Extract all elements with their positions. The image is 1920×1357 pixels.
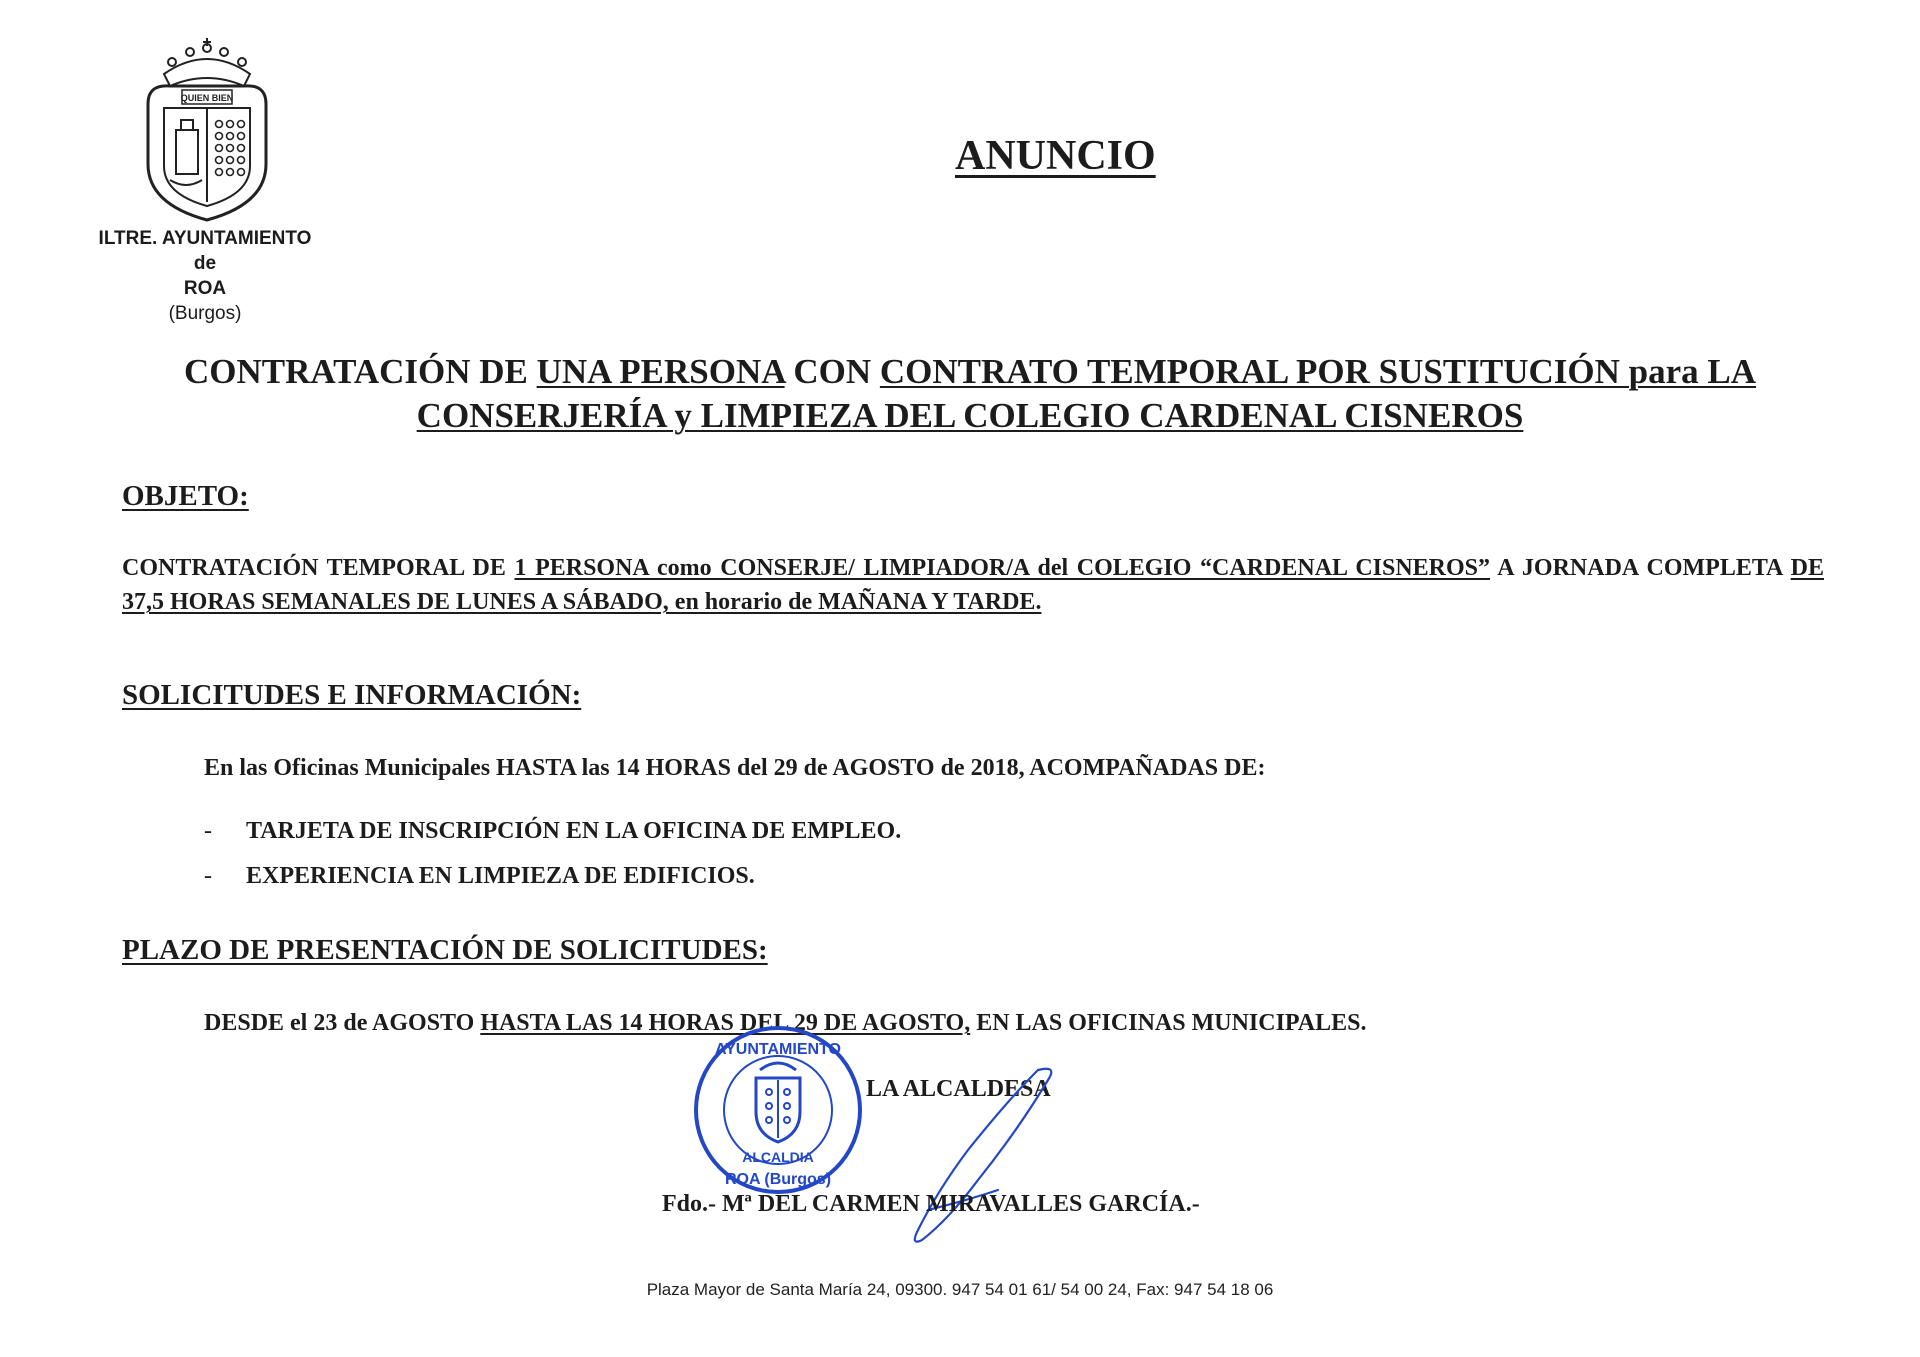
solicitudes-intro: En las Oficinas Municipales HASTA las 14 HORAS del 29 de AGOSTO de 2018, ACOMPAÑADAS DE: <box>204 755 1266 781</box>
handwritten-signature <box>888 1060 1068 1250</box>
title-part-2: CON <box>784 352 880 391</box>
plazo-underlined-1: HASTA LAS 14 HORAS DEL 29 DE AGOSTO, <box>480 1010 971 1036</box>
coat-of-arms-logo <box>134 34 280 224</box>
plazo-part-1: DESDE el 23 de AGOSTO <box>204 1010 481 1036</box>
stamp-bottom-text: ROA (Burgos) <box>724 1171 832 1188</box>
signer-name: Fdo.- Mª DEL CARMEN MIRAVALLES GARCÍA.- <box>662 1191 1200 1217</box>
list-dash: - <box>204 863 212 889</box>
stamp-middle-text: ALCALDIA <box>742 1149 814 1165</box>
org-line-1: ILTRE. AYUNTAMIENTO <box>98 228 312 249</box>
footer-address: Plaza Mayor de Santa María 24, 09300. 947 54 01 61/ 54 00 24, Fax: 947 54 18 06 <box>646 1280 1274 1299</box>
title-underlined-1: UNA PERSONA <box>536 352 785 391</box>
announcement-title <box>120 350 1820 438</box>
plazo-part-2: EN LAS OFICINAS MUNICIPALES. <box>970 1010 1367 1036</box>
list-item-text: EXPERIENCIA EN LIMPIEZA DE EDIFICIOS. <box>246 863 755 889</box>
signer-role: LA ALCALDESA <box>866 1076 1051 1102</box>
title-underlined-2: CONTRATO TEMPORAL POR SUSTITUCIÓN para LA CONSERJERÍA y LIMPIEZA DEL COLEGIO CARDENAL CISNEROS <box>416 352 1756 435</box>
list-item <box>204 818 901 845</box>
municipality-block <box>90 226 320 326</box>
org-line-2: de <box>193 253 217 274</box>
list-dash: - <box>204 818 212 844</box>
official-stamp <box>690 1022 866 1198</box>
org-line-3: ROA <box>183 278 227 299</box>
section-heading-solicitudes: SOLICITUDES E INFORMACIÓN: <box>122 679 582 711</box>
org-line-4: (Burgos) <box>168 303 242 324</box>
section-heading-objeto: OBJETO: <box>122 480 249 512</box>
list-item <box>204 863 755 890</box>
objeto-underlined-1: 1 PERSONA como CONSERJE/ LIMPIADOR/A del COLEGIO “CARDENAL CISNEROS” <box>514 555 1491 581</box>
list-item-text: TARJETA DE INSCRIPCIÓN EN LA OFICINA DE EMPLEO. <box>246 818 902 844</box>
objeto-part-1: CONTRATACIÓN TEMPORAL DE <box>122 555 515 581</box>
crest-motto-top: QUIEN BIEN <box>180 93 234 103</box>
title-part-1: CONTRATACIÓN DE <box>184 352 537 391</box>
objeto-underlined-2: DE 37,5 HORAS SEMANALES DE LUNES A SÁBADO, en horario de MAÑANA Y TARDE. <box>122 555 1824 615</box>
document-heading: ANUNCIO <box>955 133 1156 179</box>
section-heading-plazo: PLAZO DE PRESENTACIÓN DE SOLICITUDES: <box>122 934 768 966</box>
objeto-paragraph <box>122 551 1824 619</box>
stamp-top-text: AYUNTAMIENTO <box>715 1041 841 1058</box>
objeto-part-2: A JORNADA COMPLETA <box>1490 555 1791 581</box>
